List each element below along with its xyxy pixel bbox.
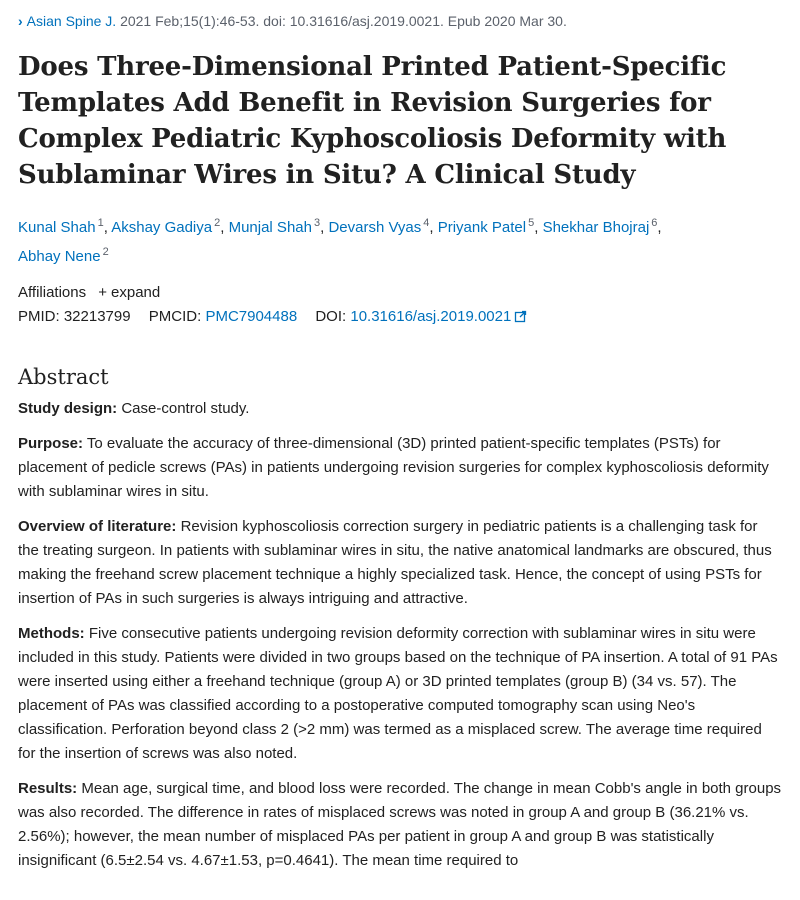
author-link[interactable]: Kunal Shah	[18, 219, 96, 236]
article-meta	[18, 281, 782, 331]
author-link[interactable]: Priyank Patel	[437, 219, 527, 236]
section-label: Methods:	[18, 625, 85, 642]
section-text: Revision kyphoscoliosis correction surgery in pediatric patients is a challenging task for the treating surgeon. In patients with sublaminar wires in situ, the native anatomical landmarks are obscured, thus making the freehand screw placement technique a highly specialized task. Hence, the concept of using PSTs for insertion of PAs in such surgeries is always intriguing and attractive.	[18, 518, 772, 607]
affiliation-number[interactable]: 2	[214, 217, 221, 229]
section-text: Five consecutive patients undergoing revision deformity correction with sublaminar wires in situ were included in this study. Patients were divided in two groups based on the technique of PA insertion. A total of 91 PAs were inserted using either a freehand technique (group A) or 3D printed templates (group B) (34 vs. 57). The placement of PAs was classified according to a postoperative computed tomography scan using Neo's classification. Perforation beyond class 2 (>2 mm) was termed as a misplaced screw. The average time required for the insertion of screws was also noted.	[18, 625, 778, 762]
identifiers-row	[18, 305, 782, 331]
section-label: Results:	[18, 780, 78, 797]
abstract-methods	[18, 622, 782, 766]
section-text: To evaluate the accuracy of three-dimensional (3D) printed patient-specific templates (PSTs) for placement of pedicle screws (PAs) in patients undergoing revision surgeries for complex kyphoscoliosis deformity with sublaminar wires in situ.	[18, 435, 769, 500]
section-label: Purpose:	[18, 435, 84, 452]
author-link[interactable]: Akshay Gadiya	[111, 219, 213, 236]
affiliation-number[interactable]: 6	[651, 217, 658, 229]
author-list: Kunal Shah $^1$, Akshay Gadiya $^2$, Munjal Shah $^3$, Devarsh Vyas $^4$, Priyank Patel $^5$, Shekhar Bhojraj $^6$, Abhay Nene $^2$	[18, 217, 662, 265]
abstract-results	[18, 777, 782, 873]
doi-label: DOI:	[315, 308, 347, 325]
section-label: Study design:	[18, 400, 118, 417]
pmcid-label: PMCID:	[148, 308, 202, 325]
doi-value: 10.31616/asj.2019.0021	[350, 308, 512, 325]
affiliation-number[interactable]: 1	[97, 217, 104, 229]
abstract-heading: Abstract	[18, 365, 109, 389]
affiliation-number[interactable]: 5	[528, 217, 535, 229]
affiliations-expand-button[interactable]	[98, 284, 160, 301]
pmcid-link[interactable]: PMC7904488	[205, 308, 298, 325]
citation-line	[18, 11, 782, 31]
author-link[interactable]: Abhay Nene	[18, 248, 101, 265]
section-text: Case-control study.	[121, 400, 250, 417]
article-title: Does Three-Dimensional Printed Patient-Specific Templates Add Benefit in Revision Surgeries for Complex Pediatric Kyphoscoliosis Deformity with Sublaminar Wires in Situ? A Clinical Study	[18, 52, 727, 190]
affiliations-row	[18, 281, 782, 305]
section-text: Mean age, surgical time, and blood loss were recorded. The change in mean Cobb's angle in both groups was also recorded. The difference in rates of misplaced screws was noted in group A and group B (36.21% vs. 2.56%); however, the mean number of misplaced PAs per patient in group A and group B was statistically insignificant (6.5±2.54 vs. 4.67±1.53, p=0.4641). The mean time required to	[18, 780, 782, 869]
external-link-icon	[514, 307, 527, 331]
author-link[interactable]: Devarsh Vyas	[328, 219, 422, 236]
affiliations-label: Affiliations	[18, 284, 87, 301]
affiliation-number[interactable]: 4	[423, 217, 430, 229]
section-label: Overview of literature:	[18, 518, 177, 535]
plus-icon: +	[98, 284, 108, 301]
journal-link[interactable]: Asian Spine J.	[26, 13, 117, 29]
citation-details: 2021 Feb;15(1):46-53. doi: 10.31616/asj.2019.0021. Epub 2020 Mar 30.	[120, 13, 567, 29]
abstract-purpose	[18, 432, 782, 504]
affiliation-number[interactable]: 3	[313, 217, 321, 229]
author-link[interactable]: Munjal Shah	[228, 219, 312, 236]
abstract-study-design	[18, 397, 782, 421]
abstract-overview	[18, 515, 782, 611]
chevron-right-icon: ›	[18, 13, 23, 29]
pmid-value: 32213799	[63, 308, 131, 325]
pmid-label: PMID:	[18, 308, 60, 325]
expand-label: expand	[111, 284, 161, 301]
affiliation-number[interactable]: 2	[102, 246, 109, 258]
doi-link[interactable]	[350, 308, 527, 325]
author-link[interactable]: Shekhar Bhojraj	[542, 219, 650, 236]
